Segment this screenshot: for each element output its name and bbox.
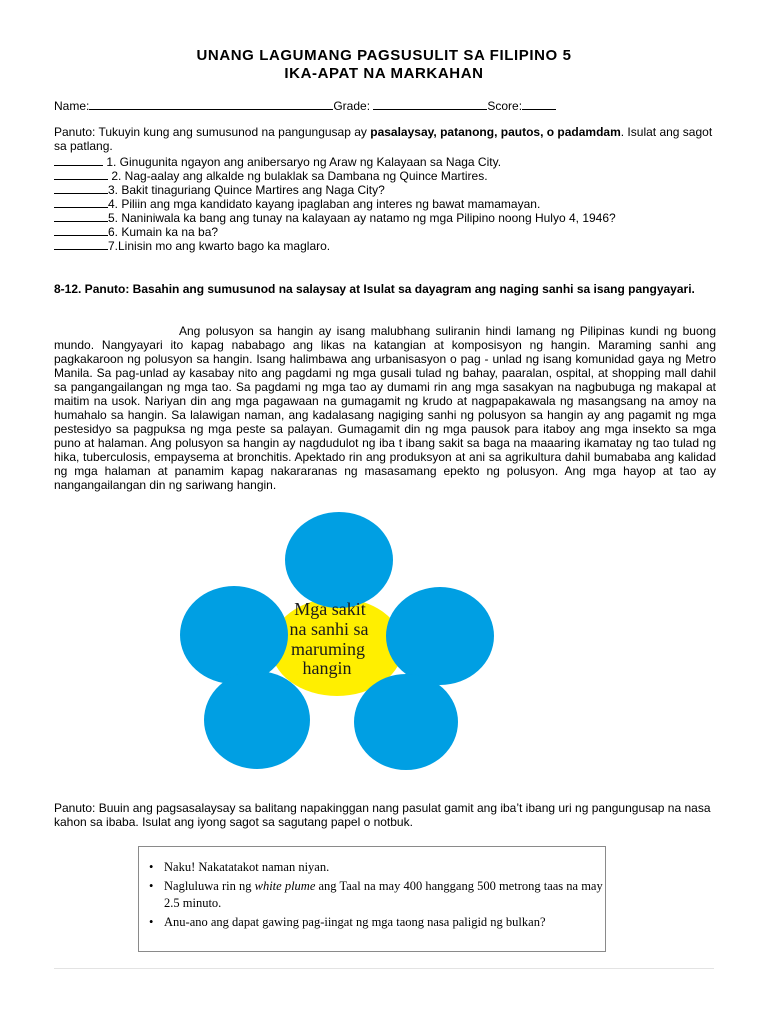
grade-blank[interactable] xyxy=(373,98,487,110)
page-subtitle: IKA-APAT NA MARKAHAN xyxy=(284,65,484,82)
list-item xyxy=(139,878,605,913)
bullet-text: Anu-ano ang dapat gawing pag-iingat ng mga taong nasa paligid ng bulkan? xyxy=(164,914,546,929)
answer-blank[interactable] xyxy=(54,224,108,236)
section1-instruction xyxy=(54,125,716,153)
score-blank[interactable] xyxy=(522,98,556,110)
answer-blank[interactable] xyxy=(54,182,108,194)
name-blank[interactable] xyxy=(89,98,333,110)
instruction-text: Panuto: Tukuyin kung ang sumusunod na pangungusap ay xyxy=(54,125,371,139)
question-text: 4. Piliin ang mga kandidato kayang ipaglaban ang interes ng bawat mamamayan. xyxy=(108,197,541,211)
answer-blank[interactable] xyxy=(54,238,108,250)
sentence-box xyxy=(138,846,606,952)
list-item xyxy=(139,914,605,932)
answer-blank[interactable] xyxy=(54,168,108,180)
section2-heading: 8-12. Panuto: Basahin ang sumusunod na salaysay at Isulat sa dayagram ang naging sanhi sa isang pangyayari. xyxy=(54,282,695,296)
student-info-line xyxy=(54,98,556,113)
question-item xyxy=(54,196,540,211)
diagram-petal-left[interactable] xyxy=(180,586,288,684)
question-text: 5. Naniniwala ka bang ang tunay na kalayaan ay natamo ng mga Pilipino noong Hulyo 4, 1946? xyxy=(108,211,616,225)
bullet-italic-text: white plume xyxy=(254,878,316,893)
question-text: 7.Linisin mo ang kwarto bago ka maglaro. xyxy=(108,239,331,253)
grade-label: Grade: xyxy=(333,99,374,113)
bullet: • xyxy=(149,914,154,929)
bullet-text: Naku! Nakatatakot naman niyan. xyxy=(164,860,330,874)
question-text: 3. Bakit tinaguriang Quince Martires ang Naga City? xyxy=(108,183,385,197)
score-label: Score: xyxy=(487,99,523,113)
bullet: • xyxy=(149,860,154,874)
answer-blank[interactable] xyxy=(54,196,108,208)
diagram-center-line: Mga sakit xyxy=(294,599,366,619)
question-item xyxy=(54,154,501,169)
question-item xyxy=(54,182,385,197)
question-text: 1. Ginugunita ngayon ang anibersaryo ng Araw ng Kalayaan sa Naga City. xyxy=(103,155,502,169)
diagram-petal-top[interactable] xyxy=(285,512,393,608)
instruction-emphasis: pasalaysay, patanong, pautos, o padamdam xyxy=(370,125,621,139)
answer-blank[interactable] xyxy=(54,154,103,166)
question-item xyxy=(54,224,218,239)
bullet-text-end: ang Taal na may 400 hanggang 500 metrong taas na may 2.5 minuto. xyxy=(164,878,603,910)
diagram-center-line: na sanhi sa xyxy=(289,619,369,639)
question-text: 2. Nag-aalay ang alkalde ng bulaklak sa Dambana ng Quince Martires. xyxy=(108,169,488,183)
diagram-petal-bottom-left[interactable] xyxy=(204,671,310,769)
list-item xyxy=(139,859,605,877)
question-text: 6. Kumain ka na ba? xyxy=(108,225,219,239)
question-item xyxy=(54,210,616,225)
diagram-center-line: maruming xyxy=(291,639,365,659)
diagram-petal-right[interactable] xyxy=(386,587,494,685)
instruction-text-end: . Isulat ang sagot sa patlang. xyxy=(54,125,713,153)
question-item xyxy=(54,238,330,253)
bullet-text: Nagluluwa rin ng xyxy=(164,878,255,893)
answer-blank[interactable] xyxy=(54,210,108,222)
reading-passage: Ang polusyon sa hangin ay isang malubhang suliranin hindi lamang ng Pilipinas kundi ng buong mundo. Nangyayari ito kapag nababago ang likas na katangian at komposisyon ng hangin. Maraming sanhi ang pagkakaroon ng polusyon sa hangin. Isang halimbawa ang urbanisasyon o pag - unlad ng isang komunidad gaya ng Metro Manila. Sa pag-unlad ay kasabay nito ang pagdami ng mga gusali tulad ng bahay, paaralan, ospital, at shopping mall dahil sa pangangailangan ng mga tao. Sa pagdami ng mga tao ay dumami rin ang mga sasakyan na nagbubuga ng makapal at maitim na usok. Nariyan din ang mga pagawaan na gumagamit ng krudo at nagpapakawala ng masangsang na amoy na humahalo sa hangin. Sa lalawigan naman, ang kadalasang nagiging sanhi ng polusyon sa hangin ay ang pagamit ng mga pestesidyo sa pagpuksa ng mga peste sa palayan. Gumagamit din ng mga pausok para itaboy ang mga insekto sa mga puno at halaman. Ang polusyon sa hangin ay nagdudulot ng iba t ibang sakit sa baga na maaaring ikamatay ng tao tulad ng hika, tuberculosis, empaysema at bronchitis. Apektado rin ang produksyon at ani sa agrikultura dahil bumababa ang kalidad ng mga halaman at panamim kapag nakararanas ng masasamang epekto ng polusyon. Ang mga hayop at tao ay nangangailangan din ng sariwang hangin. xyxy=(54,324,716,492)
diagram-petal-bottom-right[interactable] xyxy=(354,674,458,770)
section3-instruction: Panuto: Buuin ang pagsasalaysay sa balitang napakinggan nang pasulat gamit ang iba’t ibang uri ng pangungusap na nasa kahon sa ibaba. Isulat ang iyong sagot sa sagutang papel o notbuk. xyxy=(54,801,711,829)
diagram-center-line: hangin xyxy=(302,658,352,678)
page-title: UNANG LAGUMANG PAGSUSULIT SA FILIPINO 5 xyxy=(196,47,572,64)
cause-diagram xyxy=(172,508,592,788)
bullet: • xyxy=(149,878,154,893)
footer-divider xyxy=(54,968,714,969)
name-label: Name: xyxy=(54,99,90,113)
question-item xyxy=(54,168,488,183)
